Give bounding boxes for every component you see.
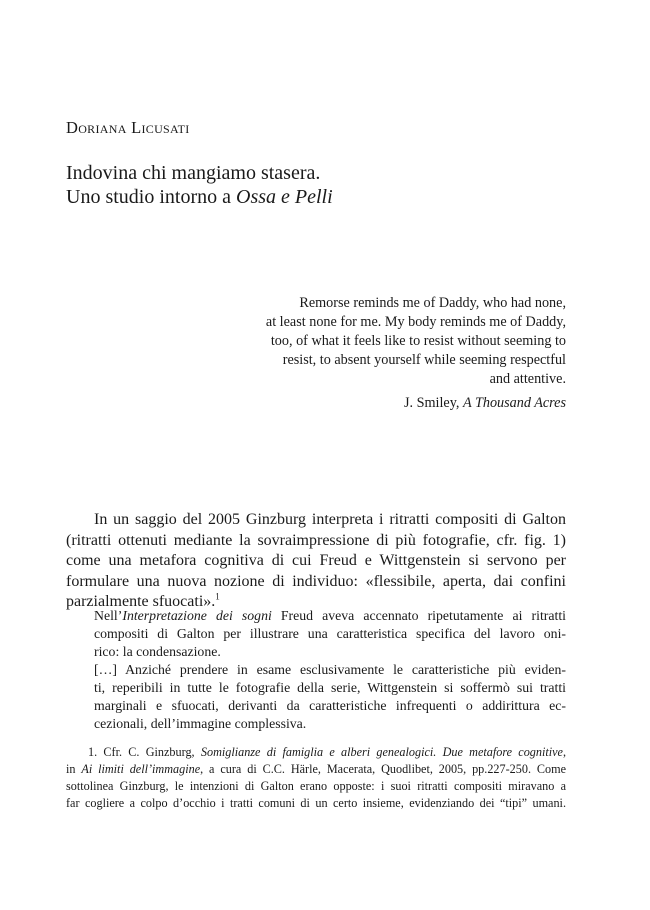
footnote-line [66, 744, 566, 761]
footnote [66, 744, 566, 812]
footnote-marker: 1 [215, 591, 220, 602]
body-line-text: parzialmente sfuocati». [66, 593, 216, 610]
footnote-l2-italic: Ai limiti dell’immagine [81, 762, 201, 776]
footnote-l1-italic: Somiglianze di famiglia e alberi genealogici. Due metafore cognitive [200, 745, 563, 759]
footnote-l2-prefix: in [66, 762, 82, 776]
title-line-2-italic: Ossa e Pelli [236, 186, 333, 208]
footnote-l1-suffix: , [562, 745, 567, 759]
footnote-line [66, 761, 566, 778]
body-line: In un saggio del 2005 Ginzburg interpreta i ritratti compositi di Galton [94, 511, 566, 528]
body-line: come una metafora cognitiva di cui Freud e Wittgenstein si servono per [66, 552, 566, 569]
quote-line: cezionali, dell’immagine complessiva. [94, 716, 307, 731]
epigraph-source-title: A Thousand Acres [463, 395, 566, 411]
quote-line: rico: la condensazione. [94, 644, 221, 659]
quote-line-1-prefix: Nell’ [94, 608, 123, 623]
body-line: formulare una nuova nozione di individuo: «flessibile, aperta, dai confini [66, 572, 566, 590]
body-paragraph [66, 510, 566, 613]
footnote-l1-prefix: 1. Cfr. C. Ginzburg, [88, 745, 201, 759]
quote-line-1-suffix: Freud aveva accennato ripetutamente ai ritratti [271, 608, 566, 623]
author-name: Doriana Licusati [66, 118, 190, 137]
document-page [66, 0, 566, 910]
block-quote [94, 607, 566, 733]
footnote-l2-suffix: , a cura di C.C. Härle, Macerata, Quodlibet, 2005, pp.227-250. Come [200, 762, 566, 776]
title-line-1: Indovina chi mangiamo stasera. [66, 162, 321, 184]
epigraph-source [236, 394, 566, 413]
article-title [66, 161, 333, 209]
quote-line [94, 607, 566, 625]
footnote-line: far cogliere a colpo d’occhio i tratti comuni di un certo insieme, evidenziando dei “tipi” umani. [66, 796, 566, 810]
epigraph-line: and attentive. [489, 371, 566, 387]
quote-line: marginali e sfuocati, derivanti da caratteristiche infrequenti o addirittura ec- [94, 698, 566, 713]
epigraph [236, 294, 566, 413]
epigraph-line: at least none for me. My body reminds me of Daddy, [265, 314, 566, 330]
title-line-2 [66, 185, 333, 209]
epigraph-source-author: J. Smiley, [404, 395, 463, 411]
body-line: (ritratti ottenuti mediante la sovraimpressione di più fotografie, cfr. fig. 1) [66, 531, 566, 549]
title-line-2-prefix: Uno studio intorno a [66, 186, 236, 208]
quote-line: ti, reperibili in tutte le fotografie della serie, Wittgenstein si soffermò sui tratti [94, 680, 566, 695]
epigraph-line: Remorse reminds me of Daddy, who had none, [299, 295, 566, 311]
quote-line: compositi di Galton per illustrare una caratteristica specifica del lavoro oni- [94, 626, 566, 641]
epigraph-line: too, of what it feels like to resist without seeming to [270, 333, 566, 349]
epigraph-line: resist, to absent yourself while seeming respectful [282, 352, 566, 368]
quote-line: […] Anziché prendere in esame esclusivamente le caratteristiche più eviden- [94, 662, 566, 677]
quote-line-1-italic: Interpretazione dei sogni [122, 608, 272, 623]
footnote-line: sottolinea Ginzburg, le intenzioni di Galton erano opposte: i suoi ritratti compositi miravano a [66, 779, 566, 793]
